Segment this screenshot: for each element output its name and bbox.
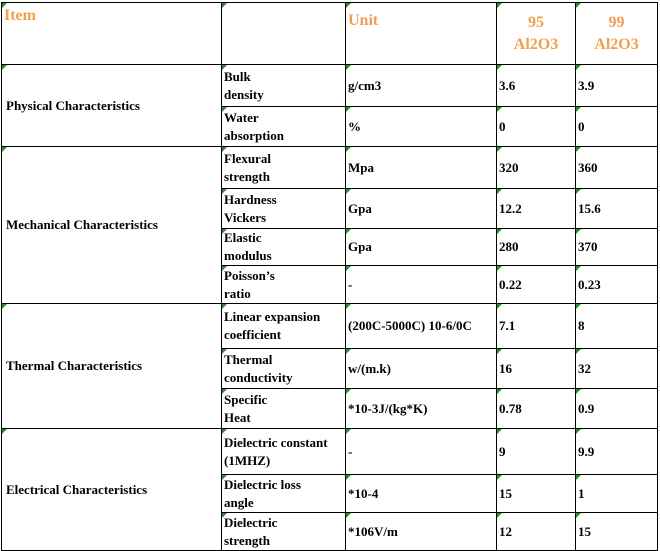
unit-cell: (200C-5000C) 10-6/0C [346, 304, 497, 349]
value-99: 32 [576, 349, 658, 389]
value-95: 16 [497, 349, 576, 389]
unit-cell: % [346, 107, 497, 147]
category-electrical: Electrical Characteristics [2, 429, 222, 551]
value-95: 0.22 [497, 266, 576, 304]
category-physical: Physical Characteristics [2, 65, 222, 147]
property-name: Thermal conductivity [222, 349, 346, 389]
unit-cell: Mpa [346, 147, 497, 189]
property-name: Poisson’s ratio [222, 266, 346, 304]
header-property [222, 3, 346, 65]
unit-cell: - [346, 266, 497, 304]
value-95: 280 [497, 229, 576, 266]
unit-cell: *106V/m [346, 513, 497, 551]
value-95: 7.1 [497, 304, 576, 349]
value-99: 15 [576, 513, 658, 551]
value-95: 15 [497, 475, 576, 513]
value-95: 320 [497, 147, 576, 189]
table-row [2, 147, 658, 189]
property-name: Dielectric strength [222, 513, 346, 551]
value-99: 0 [576, 107, 658, 147]
unit-cell: *10-3J/(kg*K) [346, 389, 497, 429]
value-95: 0 [497, 107, 576, 147]
table-row [2, 429, 658, 475]
unit-cell: *10-4 [346, 475, 497, 513]
unit-cell: Gpa [346, 229, 497, 266]
category-mechanical: Mechanical Characteristics [2, 147, 222, 304]
value-95: 0.78 [497, 389, 576, 429]
property-name: Elastic modulus [222, 229, 346, 266]
table-row [2, 65, 658, 107]
value-99: 3.9 [576, 65, 658, 107]
property-name: Hardness Vickers [222, 189, 346, 229]
value-95: 3.6 [497, 65, 576, 107]
value-95: 12.2 [497, 189, 576, 229]
grade-95-material: Al2O3 [513, 35, 559, 53]
value-99: 9.9 [576, 429, 658, 475]
header-grade-99 [576, 3, 658, 65]
property-name: Specific Heat [222, 389, 346, 429]
category-thermal: Thermal Characteristics [2, 304, 222, 429]
property-name: Linear expansion coefficient [222, 304, 346, 349]
property-name: Bulk density [222, 65, 346, 107]
value-99: 0.9 [576, 389, 658, 429]
header-item: Item [2, 3, 222, 65]
properties-table [1, 2, 658, 551]
unit-cell: g/cm3 [346, 65, 497, 107]
value-99: 15.6 [576, 189, 658, 229]
header-row [2, 3, 658, 65]
value-99: 1 [576, 475, 658, 513]
property-name: Water absorption [222, 107, 346, 147]
property-name: Dielectric constant (1MHZ) [222, 429, 346, 475]
table-row [2, 304, 658, 349]
value-95: 12 [497, 513, 576, 551]
grade-99-material: Al2O3 [594, 35, 639, 53]
property-name: Flexural strength [222, 147, 346, 189]
value-99: 0.23 [576, 266, 658, 304]
value-99: 370 [576, 229, 658, 266]
grade-99-number: 99 [608, 13, 625, 31]
unit-cell: Gpa [346, 189, 497, 229]
unit-cell: w/(m.k) [346, 349, 497, 389]
value-99: 8 [576, 304, 658, 349]
grade-95-number: 95 [528, 13, 544, 31]
header-grade-95 [497, 3, 576, 65]
value-99: 360 [576, 147, 658, 189]
unit-cell: - [346, 429, 497, 475]
header-unit: Unit [346, 3, 497, 65]
value-95: 9 [497, 429, 576, 475]
property-name: Dielectric loss angle [222, 475, 346, 513]
